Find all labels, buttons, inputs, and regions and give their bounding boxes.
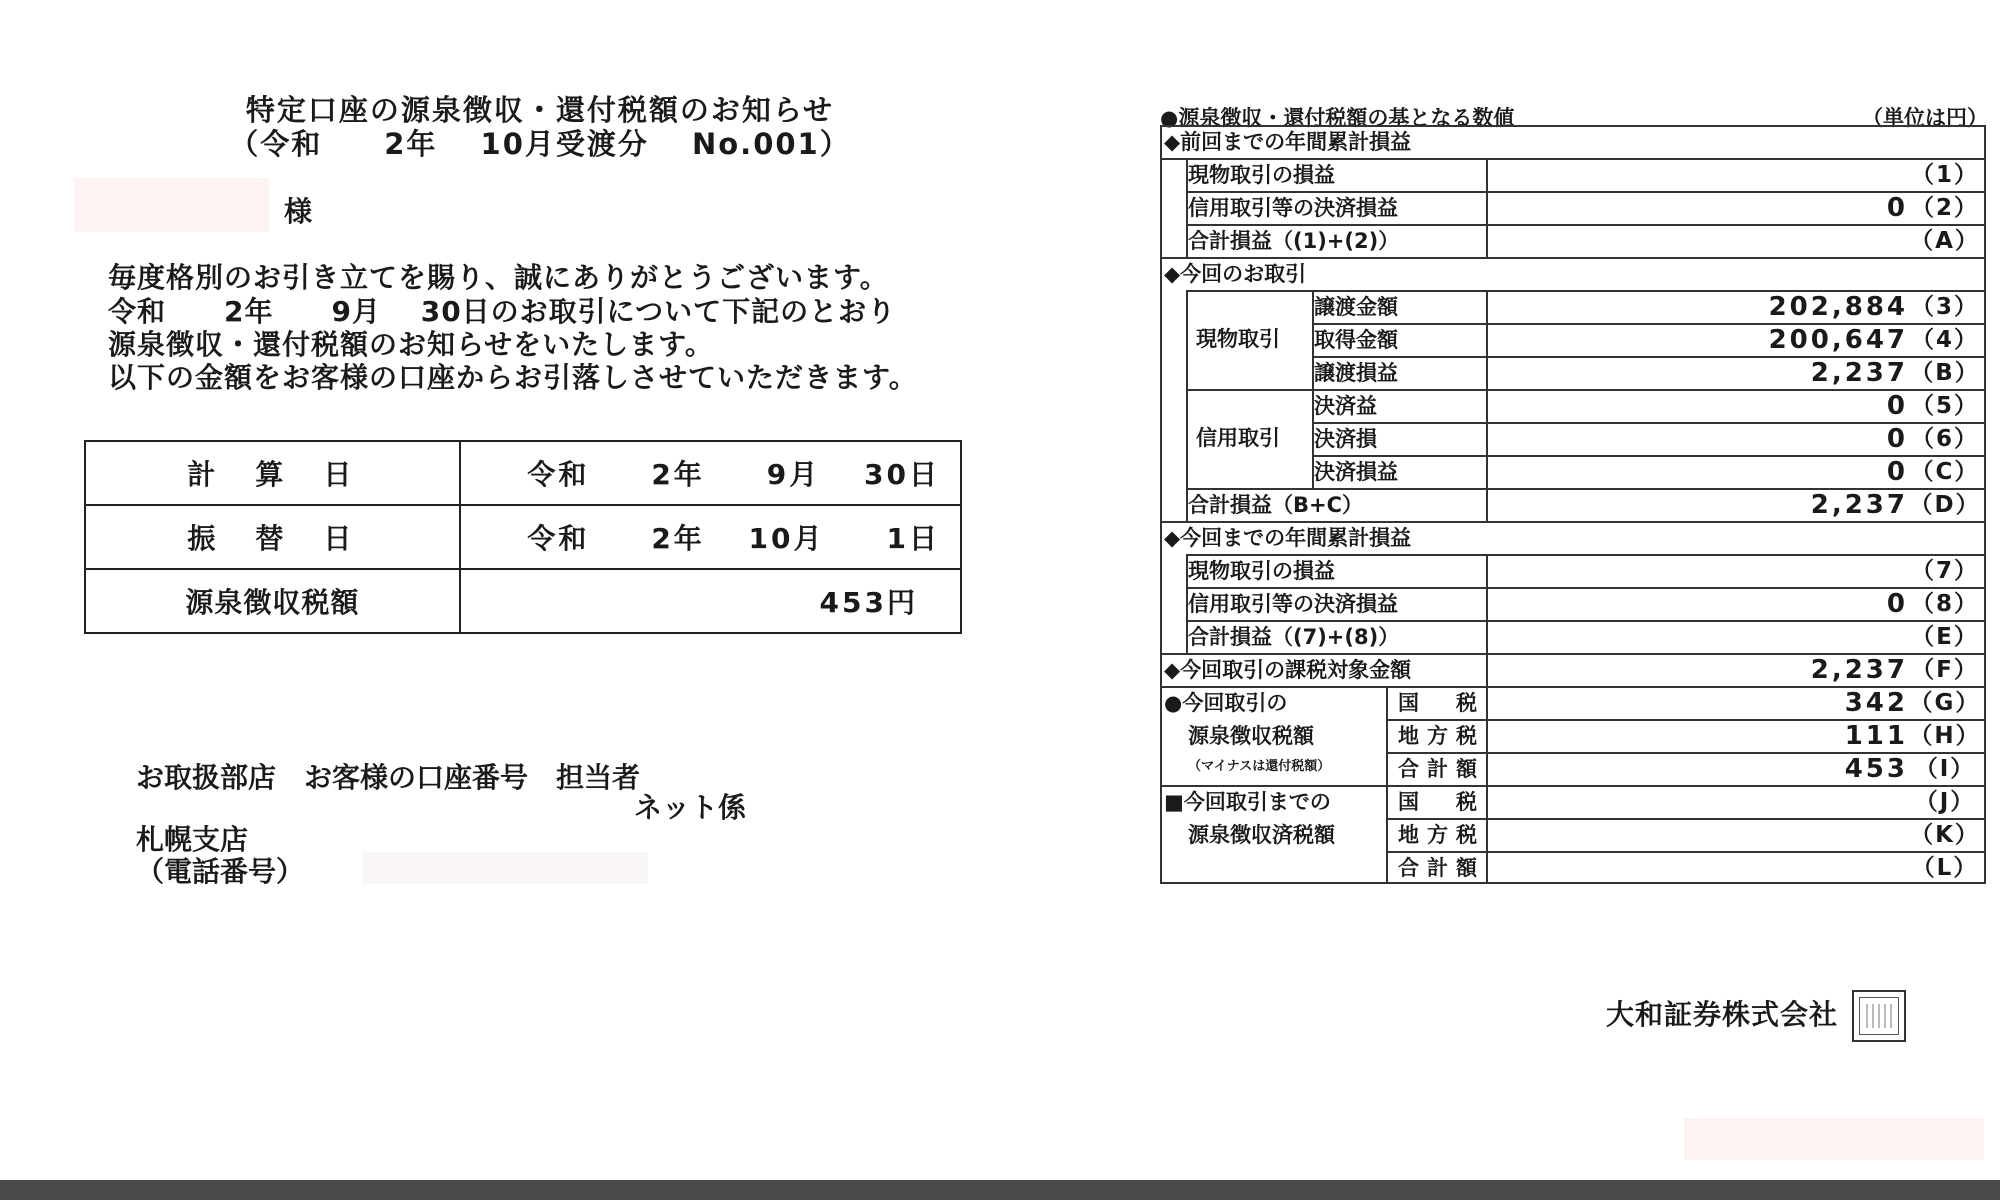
row-mark: （3） [1910,294,1979,320]
transfer-date-value: 令和 2年 10月 1日 [460,505,961,569]
row-mark: （2） [1910,195,1979,221]
row-label: 決済損益 [1314,460,1398,484]
withholding-label-2: 源泉徴収税額 [1188,724,1314,748]
row-mark: （F） [1911,657,1979,683]
phone-label: （電話番号） [136,855,305,888]
transfer-date-label: 振 替 日 [85,505,460,569]
row-value-redacted [1488,621,1908,654]
honorific: 様 [284,195,313,228]
row-mark: （C） [1910,459,1980,485]
withholding-tax-value: 453円 [460,569,961,633]
rule [1186,290,1188,521]
row-label: 信用取引等の決済損益 [1188,196,1398,220]
row-mark: （1） [1910,162,1979,188]
withholding-tax-row [85,569,961,633]
row-mark: （K） [1910,822,1980,848]
transfer-date-row [85,505,961,569]
row-mark: （B） [1910,360,1980,386]
row-mark: （G） [1909,690,1981,716]
section-cumulative-to-date: ◆今回までの年間累計損益 [1164,526,1412,550]
greeting-line-2: 令和 2年 9月 30日のお取引について下記のとおり [108,295,897,328]
row-value: 342 [1844,688,1908,718]
row-label: 取得金額 [1314,328,1398,352]
staff-name: ネット係 [634,791,747,824]
greeting-line-1: 毎度格別のお引き立てを賜り、誠にありがとうございます。 [108,261,889,294]
right-table-header: ●源泉徴収・還付税額の基となる数値 [1160,106,1515,130]
row-value-redacted [1488,852,1908,885]
row-value: 200,647 [1768,325,1908,355]
row-label: 合計額 [1398,856,1485,880]
company-name: 大和証券株式会社 [1606,998,1839,1031]
row-label: 譲渡損益 [1314,361,1398,385]
row-value-redacted [1488,786,1908,819]
row-label: 国 税 [1398,790,1485,814]
group-margin: 信用取引 [1196,426,1280,450]
redacted-block [1684,1118,1984,1160]
section-prior-cumulative: ◆前回までの年間累計損益 [1164,130,1412,154]
withholding-label-1: ●今回取引の [1164,691,1288,715]
row-mark: （E） [1911,624,1979,650]
row-value: 2,237 [1810,490,1908,520]
row-label: 譲渡金額 [1314,295,1398,319]
section-current-trade: ◆今回のお取引 [1164,262,1307,286]
row-value: 111 [1844,721,1908,751]
withholding-note: （マイナスは還付税額） [1188,759,1331,774]
row-value: 0 [1886,589,1908,619]
row-label: ◆今回取引の課税対象金額 [1164,658,1412,682]
row-label: 現物取引の損益 [1188,559,1335,583]
calc-date-label: 計 算 日 [85,441,460,505]
company-seal-stamp [1852,990,1906,1042]
row-mark: （5） [1910,393,1979,419]
row-mark: （6） [1910,426,1979,452]
notice-subtitle: （令和 2年 10月受渡分 No.001） [229,127,851,161]
cumulative-withholding-label-1: ■今回取引までの [1164,790,1331,814]
row-label: 決済益 [1314,394,1377,418]
row-value: 0 [1886,193,1908,223]
row-mark: （A） [1910,228,1980,254]
cumulative-withholding-label-2: 源泉徴収済税額 [1188,823,1335,847]
footer-headings: お取扱部店 お客様の口座番号 担当者 [136,761,641,794]
greeting-line-3: 源泉徴収・還付税額のお知らせをいたします。 [108,328,714,361]
row-value: 0 [1886,424,1908,454]
row-value: 0 [1886,391,1908,421]
row-value: 2,237 [1810,358,1908,388]
row-mark: （7） [1910,558,1979,584]
row-label: 国 税 [1398,691,1485,715]
unit-label: （単位は円） [1862,106,1988,130]
row-value-redacted [1488,225,1908,258]
row-value: 2,237 [1810,655,1908,685]
greeting-line-4: 以下の金額をお客様の口座からお引落しさせていただきます。 [108,361,918,394]
row-value-redacted [1488,159,1908,192]
row-label: 信用取引等の決済損益 [1188,592,1398,616]
rule [1386,686,1388,884]
row-mark: （I） [1914,756,1976,782]
bottom-bar [0,1180,2000,1200]
row-mark: （D） [1909,492,1981,518]
calc-date-row [85,441,961,505]
row-value-redacted [1488,819,1908,852]
summary-table [84,440,962,634]
withholding-tax-label: 源泉徴収税額 [85,569,460,633]
row-value: 0 [1886,457,1908,487]
row-label: 合計損益（(1)+(2)） [1188,229,1400,253]
row-mark: （8） [1910,591,1979,617]
row-mark: （4） [1910,327,1979,353]
row-value: 453 [1844,754,1908,784]
redacted-phone [362,852,648,884]
redacted-customer-name [74,178,269,232]
row-value: 202,884 [1768,292,1908,322]
row-value-redacted [1488,555,1908,588]
calc-date-value: 令和 2年 9月 30日 [460,441,961,505]
group-spot: 現物取引 [1196,327,1280,351]
row-label: 現物取引の損益 [1188,163,1335,187]
row-label: 合計損益（B+C） [1188,493,1364,517]
row-label: 地方税 [1398,823,1485,847]
notice-title: 特定口座の源泉徴収・還付税額のお知らせ [245,93,835,127]
row-label: 合計額 [1398,757,1485,781]
row-mark: （L） [1911,855,1979,881]
row-label: 地方税 [1398,724,1485,748]
branch-name: 札幌支店 [136,823,249,856]
row-mark: （H） [1909,723,1981,749]
row-mark: （J） [1914,789,1976,815]
row-label: 決済損 [1314,427,1377,451]
row-label: 合計損益（(7)+(8)） [1188,625,1400,649]
